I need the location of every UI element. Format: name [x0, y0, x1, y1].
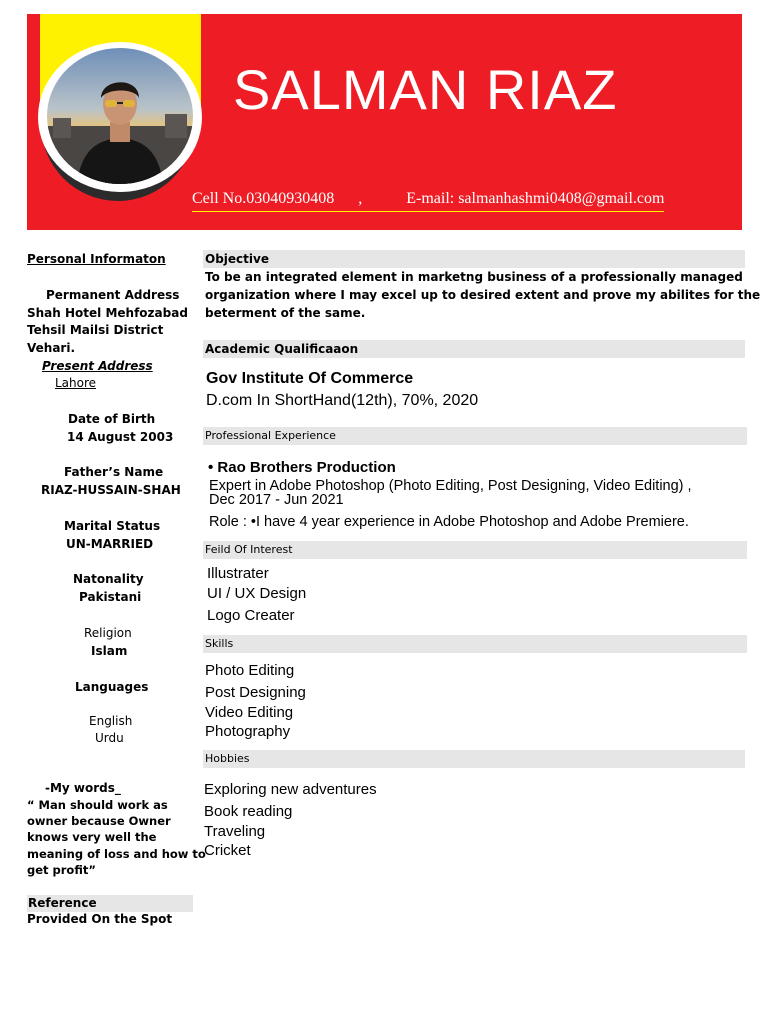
- interest-item: Illustrater: [207, 565, 269, 582]
- profile-photo: [47, 48, 193, 184]
- skill-item: Photo Editing: [205, 662, 295, 679]
- interest-item: Logo Creater: [207, 607, 295, 624]
- religion-label: Religion: [84, 626, 132, 640]
- section-skills-header: Skills: [203, 635, 747, 653]
- expert-line: Expert in Adobe Photoshop (Photo Editing, Post Designing, Video Editing) ,: [209, 478, 692, 494]
- objective-line: To be an integrated element in marketng business of a professionally managed: [205, 270, 743, 284]
- marital-status-value: UN-MARRIED: [66, 537, 154, 551]
- address-line: Vehari.: [27, 341, 75, 355]
- hobby-item: Traveling: [204, 823, 266, 840]
- institute-name: Gov Institute Of Commerce: [206, 370, 414, 387]
- address-line: Tehsil Mailsi District: [27, 323, 164, 337]
- quote-line: owner because Owner: [27, 814, 171, 828]
- hobby-item: Exploring new adventures: [204, 781, 377, 798]
- hobby-item: Cricket: [204, 842, 251, 859]
- religion-value: Islam: [91, 644, 128, 658]
- permanent-address-label: Permanent Address: [46, 288, 180, 302]
- my-words-label: -My words_: [45, 781, 121, 795]
- skill-item: Photography: [205, 723, 291, 740]
- nationality-label: Natonality: [73, 572, 144, 586]
- interest-item: UI / UX Design: [207, 585, 307, 602]
- role-description: Role : •I have 4 year experience in Adobe Photoshop and Adobe Premiere.: [209, 514, 689, 530]
- candidate-name: SALMAN RIAZ: [233, 58, 618, 121]
- dob-label: Date of Birth: [68, 412, 156, 426]
- expert-line: Dec 2017 - Jun 2021: [209, 492, 344, 508]
- father-name-label: Father’s Name: [64, 465, 164, 479]
- language-item: Urdu: [95, 731, 124, 745]
- father-name-value: RIAZ-HUSSAIN-SHAH: [41, 483, 181, 497]
- section-objective-header: Objective: [203, 250, 745, 268]
- quote-line: knows very well the: [27, 830, 157, 844]
- quote-line: “ Man should work as: [27, 798, 168, 812]
- section-experience-header: Professional Experience: [203, 427, 747, 445]
- objective-line: organization where I may excel up to desired extent and prove my abilites for the: [205, 288, 761, 302]
- section-interest-header: Feild Of Interest: [203, 541, 747, 559]
- objective-line: beterment of the same.: [205, 306, 366, 320]
- languages-label: Languages: [75, 680, 149, 694]
- section-hobbies-header: Hobbies: [203, 750, 745, 768]
- address-line: Shah Hotel Mehfozabad: [27, 306, 188, 320]
- company-name: • Rao Brothers Production: [208, 459, 396, 476]
- contact-underline: [192, 211, 664, 212]
- marital-status-label: Marital Status: [64, 519, 161, 533]
- dob-value: 14 August 2003: [67, 430, 174, 444]
- section-academic-header: Academic Qualificaaon: [203, 340, 745, 358]
- present-address-value: Lahore: [55, 376, 97, 390]
- quote-line: get profit”: [27, 863, 96, 877]
- reference-value: Provided On the Spot: [27, 912, 173, 926]
- language-item: English: [89, 714, 133, 728]
- skill-item: Video Editing: [205, 704, 294, 721]
- skill-item: Post Designing: [205, 684, 306, 701]
- hobby-item: Book reading: [204, 803, 293, 820]
- quote-line: meaning of loss and how to: [27, 847, 206, 861]
- reference-label: Reference: [28, 896, 97, 910]
- present-address-label: Present Address: [42, 359, 153, 373]
- personal-info-heading: Personal Informaton: [27, 252, 166, 266]
- contact-line: Cell No.03040930408 , E-mail: salmanhashmi0408@gmail.com: [192, 190, 665, 207]
- nationality-value: Pakistani: [79, 590, 142, 604]
- degree-info: D.com In ShortHand(12th), 70%, 2020: [206, 392, 479, 409]
